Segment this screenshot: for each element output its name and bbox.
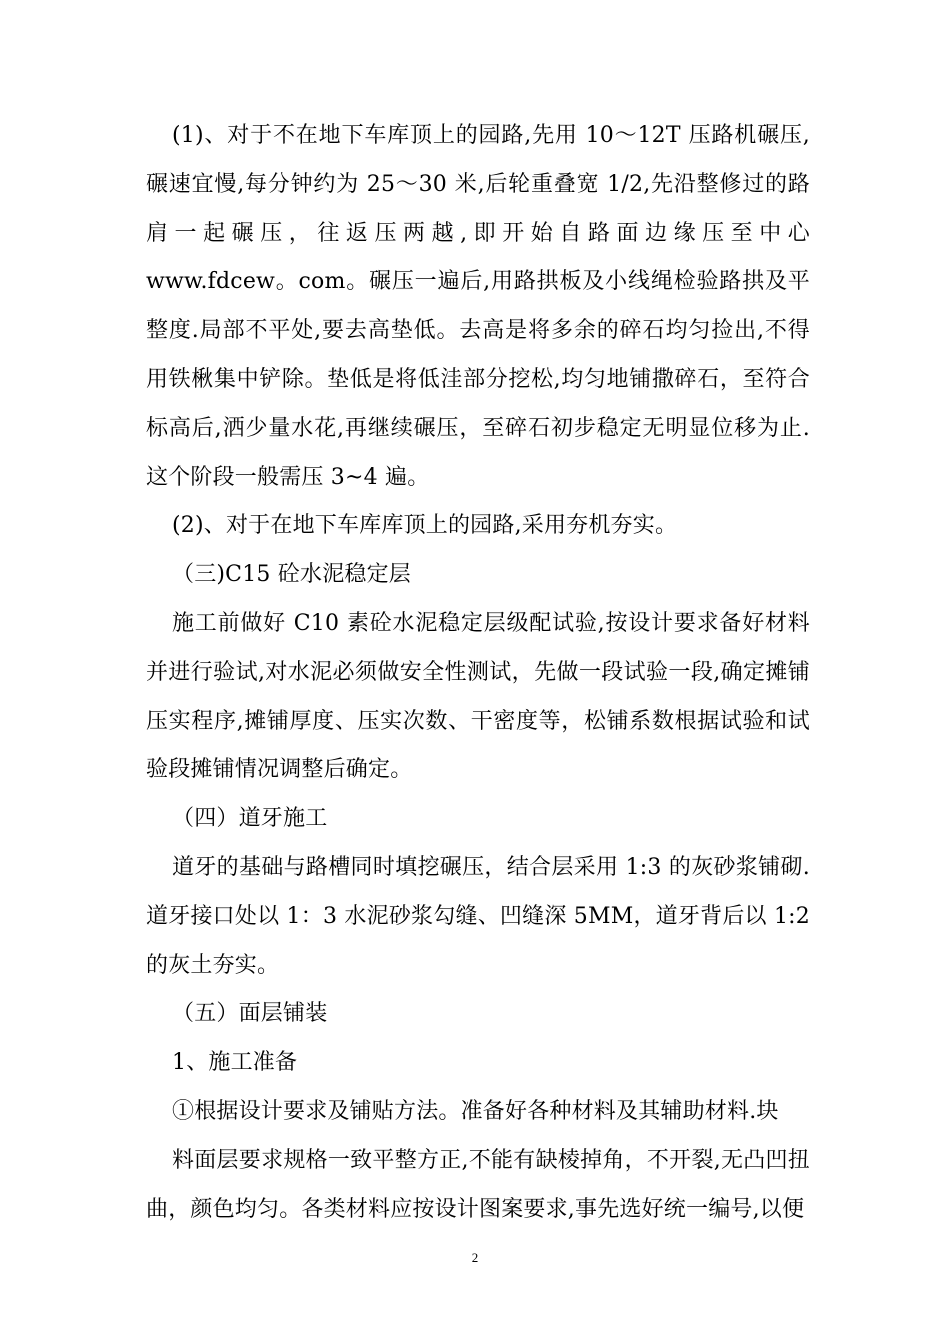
section-heading-surface-paving: （五）面层铺装 bbox=[172, 1001, 328, 1027]
paragraph-block-requirements: 料面层要求规格一致平整方正,不能有缺棱掉角，不开裂,无凸凹扭曲，颜色均匀。各类材料应按设计图案要求,事先选好统一编号,以便 bbox=[146, 1147, 810, 1222]
body-text bbox=[146, 112, 810, 1234]
paragraph-tamping-method: (2)、对于在地下车库库顶上的园路,采用夯机夯实。 bbox=[172, 513, 678, 539]
paragraph-rolling-method: (1)、对于不在地下车库顶上的园路,先用 10～12T 压路机碾压,碾速宜慢,每分钟约为 25～30 米,后轮重叠宽 1/2,先沿整修过的路肩一起碾压，往返压两越,即开始自路面边缘压至中心 www.fdcew。com。碾压一遍后,用路拱板及小线绳检验路拱及平整度.局部不平处,要去高垫低。去高是将多余的碎石均匀捡出,不得用铁楸集中铲除。垫低是将低洼部分挖松,均匀地铺撒碎石，至符合标高后,洒少量水花,再继续碾压，至碎石初步稳定无明显位移为止.这个阶段一般需压 3~4 遍。 bbox=[146, 123, 810, 490]
paragraph-materials: ①根据设计要求及铺贴方法。准备好各种材料及其辅助材料.块 bbox=[172, 1098, 779, 1124]
paragraph-c10-test: 施工前做好 C10 素砼水泥稳定层级配试验,按设计要求备好材料并进行验试,对水泥必须做安全性测试，先做一段试验一段,确定摊铺压实程序,摊铺厚度、压实次数、干密度等，松铺系数根据试验和试验段摊铺情况调整后确定。 bbox=[146, 610, 810, 783]
paragraph-curb-construction: 道牙的基础与路槽同时填挖碾压，结合层采用 1:3 的灰砂浆铺砌.道牙接口处以 1：3 水泥砂浆勾缝、凹缝深 5MM，道牙背后以 1:2 的灰土夯实。 bbox=[146, 854, 810, 978]
section-heading-c15-layer: （三)C15 砼水泥稳定层 bbox=[172, 562, 412, 588]
section-heading-curb: （四）道牙施工 bbox=[172, 806, 328, 832]
subheading-preparation: 1、施工准备 bbox=[172, 1050, 298, 1076]
page-number: 2 bbox=[471, 1250, 479, 1265]
